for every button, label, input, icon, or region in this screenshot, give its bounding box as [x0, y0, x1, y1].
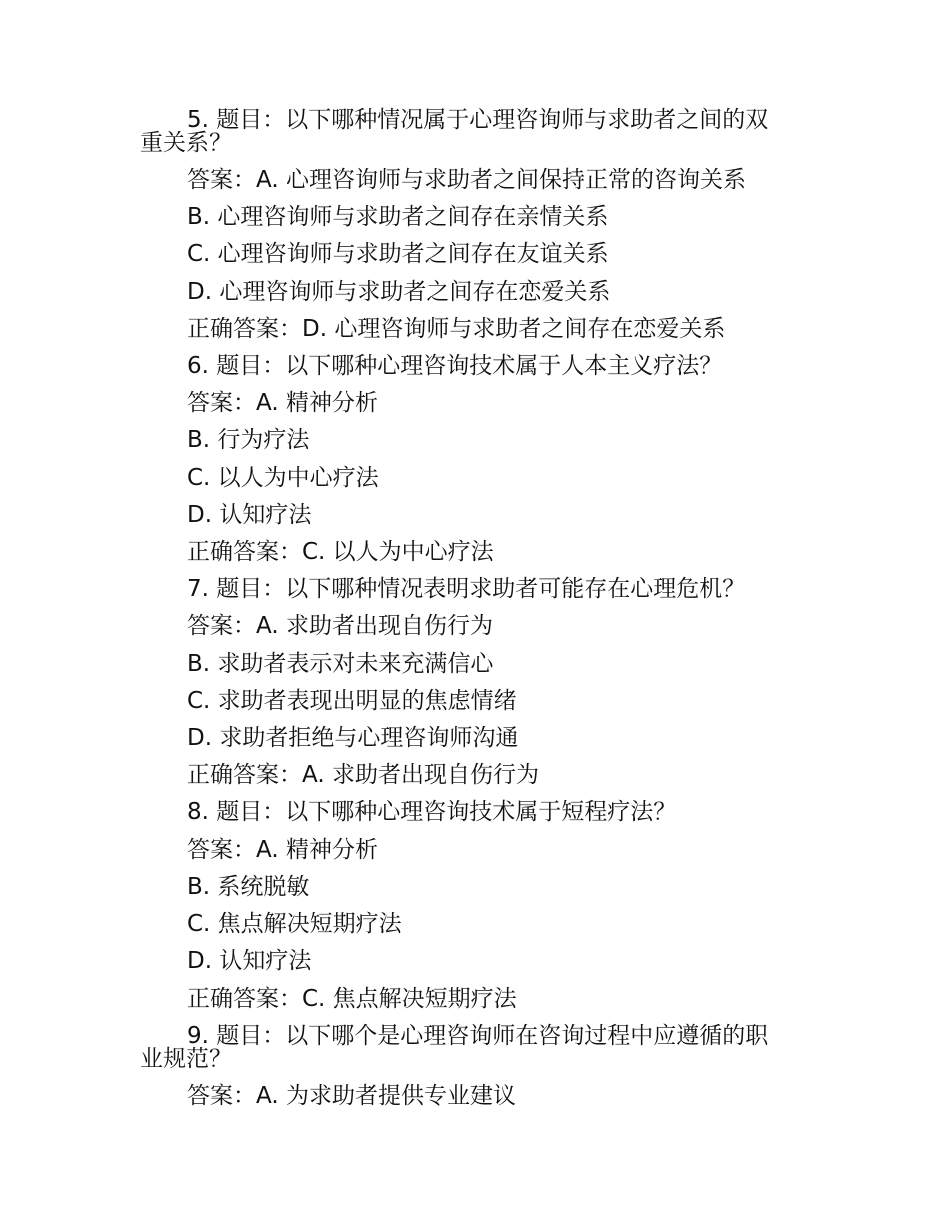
q5-answer-c: C. 心理咨询师与求助者之间存在友谊关系 — [187, 241, 609, 267]
q8-answer-a: 答案：A. 精神分析 — [187, 837, 378, 863]
q9-title-line1: 9. 题目：以下哪个是心理咨询师在咨询过程中应遵循的职 — [187, 1023, 769, 1049]
q7-title: 7. 题目：以下哪种情况表明求助者可能存在心理危机？ — [187, 576, 746, 602]
q9-title-line2: 业规范？ — [140, 1046, 232, 1072]
q8-title: 8. 题目：以下哪种心理咨询技术属于短程疗法？ — [187, 799, 677, 825]
q7-answer-d: D. 求助者拒绝与心理咨询师沟通 — [187, 725, 519, 751]
q5-answer-d: D. 心理咨询师与求助者之间存在恋爱关系 — [187, 279, 611, 305]
q5-answer-a: 答案：A. 心理咨询师与求助者之间保持正常的咨询关系 — [187, 167, 746, 193]
q8-answer-c: C. 焦点解决短期疗法 — [187, 911, 402, 937]
q7-answer-b: B. 求助者表示对未来充满信心 — [187, 651, 494, 677]
q6-answer-b: B. 行为疗法 — [187, 427, 310, 453]
q5-title-line2: 重关系？ — [140, 130, 232, 156]
q6-correct-answer: 正确答案：C. 以人为中心疗法 — [187, 539, 494, 565]
q5-title-line1: 5. 题目：以下哪种情况属于心理咨询师与求助者之间的双 — [187, 107, 769, 133]
q7-answer-a: 答案：A. 求助者出现自伤行为 — [187, 613, 493, 639]
q6-answer-a: 答案：A. 精神分析 — [187, 390, 378, 416]
q8-answer-b: B. 系统脱敏 — [187, 874, 310, 900]
q5-correct-answer: 正确答案：D. 心理咨询师与求助者之间存在恋爱关系 — [187, 316, 726, 342]
q5-answer-b: B. 心理咨询师与求助者之间存在亲情关系 — [187, 204, 609, 230]
q9-answer-a: 答案：A. 为求助者提供专业建议 — [187, 1083, 516, 1109]
q7-answer-c: C. 求助者表现出明显的焦虑情绪 — [187, 688, 517, 714]
q7-correct-answer: 正确答案：A. 求助者出现自伤行为 — [187, 762, 539, 788]
q6-answer-c: C. 以人为中心疗法 — [187, 465, 379, 491]
q6-title: 6. 题目：以下哪种心理咨询技术属于人本主义疗法？ — [187, 353, 723, 379]
q8-correct-answer: 正确答案：C. 焦点解决短期疗法 — [187, 986, 517, 1012]
q6-answer-d: D. 认知疗法 — [187, 502, 312, 528]
q8-answer-d: D. 认知疗法 — [187, 948, 312, 974]
